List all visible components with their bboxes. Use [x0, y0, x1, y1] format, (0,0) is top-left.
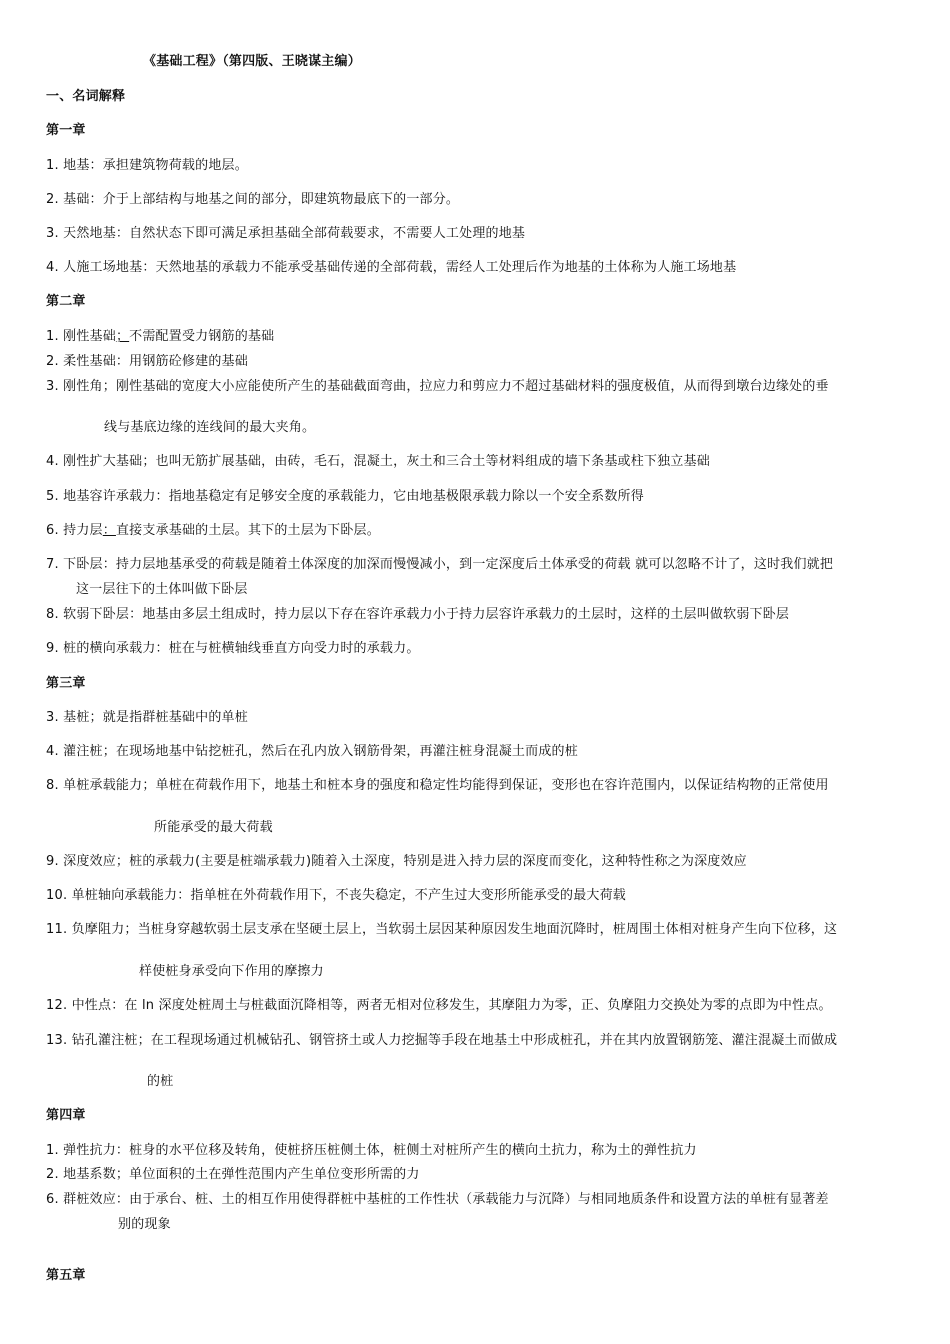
definition-continuation: 线与基底边缘的连线间的最大夹角。 [104, 420, 316, 435]
definition-continuation: 所能承受的最大荷载 [154, 820, 273, 835]
chapter-heading: 第三章 [46, 676, 86, 691]
underlined-separator: ： [102, 523, 116, 538]
definition-item: 2. 地基系数；单位面积的土在弹性范围内产生单位变形所需的力 [46, 1167, 420, 1182]
definition-item: 8. 单桩承载能力；单桩在荷载作用下，地基土和桩本身的强度和稳定性均能得到保证，变形也在容许范围内，以保证结构物的正常使用 [46, 778, 829, 793]
definition-item: 10. 单桩轴向承载能力：指单桩在外荷载作用下，不丧失稳定，不产生过大变形所能承受的最大荷载 [46, 888, 627, 903]
chapter-heading: 第四章 [46, 1108, 86, 1123]
definition-item [46, 328, 274, 346]
definition-item: 4. 人施工场地基：天然地基的承载力不能承受基础传递的全部荷载，需经人工处理后作为地基的土体称为人施工场地基 [46, 260, 737, 275]
definition-item [46, 522, 380, 540]
definition-item: 3. 基桩；就是指群桩基础中的单桩 [46, 710, 248, 725]
definition-item: 3. 天然地基：自然状态下即可满足承担基础全部荷载要求，不需要人工处理的地基 [46, 226, 526, 241]
definition-item: 5. 地基容许承载力：指地基稳定有足够安全度的承载能力，它由地基极限承载力除以一个安全系数所得 [46, 489, 644, 504]
definition-item: 7. 下卧层：持力层地基承受的荷载是随着土体深度的加深而慢慢减小，到一定深度后土体承受的荷载 就可以忽略不计了，这时我们就把 [46, 557, 834, 572]
definition-continuation: 样使桩身承受向下作用的摩擦力 [139, 964, 324, 979]
definition-item: 2. 柔性基础：用钢筋砼修建的基础 [46, 354, 248, 369]
definition-item: 3. 刚性角；刚性基础的宽度大小应能使所产生的基础截面弯曲，拉应力和剪应力不超过基础材料的强度极值，从而得到墩台边缘处的垂 [46, 379, 829, 394]
chapter-heading: 第五章 [46, 1268, 86, 1283]
section-heading: 一、名词解释 [46, 89, 126, 104]
definition-item: 12. 中性点：在 ln 深度处桩周土与桩截面沉降相等，两者无相对位移发生，其摩阻力为零，正、负摩阻力交换处为零的点即为中性点。 [46, 998, 832, 1013]
item-definition: 不需配置受力钢筋的基础 [129, 329, 275, 344]
document-title: 《基础工程》（第四版、王晓谋主编） [143, 54, 361, 69]
definition-item: 4. 灌注桩；在现场地基中钻挖桩孔，然后在孔内放入钢筋骨架，再灌注桩身混凝土而成的桩 [46, 744, 578, 759]
definition-continuation: 这一层往下的土体叫做下卧层 [76, 582, 248, 597]
definition-item: 8. 软弱下卧层：地基由多层土组成时，持力层以下存在容许承载力小于持力层容许承载力的土层时，这样的土层叫做软弱下卧层 [46, 607, 790, 622]
chapter-heading: 第一章 [46, 123, 86, 138]
definition-item: 1. 弹性抗力：桩身的水平位移及转角，使桩挤压桩侧土体，桩侧土对桩所产生的横向土抗力，称为土的弹性抗力 [46, 1143, 697, 1158]
definition-item: 2. 基础：介于上部结构与地基之间的部分，即建筑物最底下的一部分。 [46, 192, 460, 207]
underlined-separator: ； [115, 329, 130, 344]
definition-item: 9. 深度效应；桩的承载力(主要是桩端承载力)随着入土深度，特别是进入持力层的深度而变化，这种特性称之为深度效应 [46, 854, 747, 869]
definition-item: 6. 群桩效应：由于承台、桩、土的相互作用使得群桩中基桩的工作性状（承载能力与沉降）与相同地质条件和设置方法的单桩有显著差 [46, 1192, 829, 1207]
definition-continuation: 的桩 [147, 1074, 174, 1089]
chapter-heading: 第二章 [46, 294, 86, 309]
item-term: 6. 持力层 [46, 523, 103, 538]
definition-item: 4. 刚性扩大基础；也叫无筋扩展基础，由砖，毛石，混凝土，灰土和三合土等材料组成的墙下条基或柱下独立基础 [46, 454, 710, 469]
item-term: 1. 刚性基础 [46, 329, 116, 344]
definition-item: 13. 钻孔灌注桩；在工程现场通过机械钻孔、钢管挤土或人力挖掘等手段在地基土中形成桩孔，并在其内放置钢筋笼、灌注混凝土而做成 [46, 1033, 838, 1048]
definition-item: 11. 负摩阻力；当桩身穿越软弱土层支承在坚硬土层上，当软弱土层因某种原因发生地面沉降时，桩周围土体相对桩身产生向下位移，这 [46, 922, 838, 937]
definition-item: 9. 桩的横向承载力：桩在与桩横轴线垂直方向受力时的承载力。 [46, 641, 420, 656]
definition-continuation: 别的现象 [118, 1217, 171, 1232]
definition-item: 1. 地基：承担建筑物荷载的地层。 [46, 158, 248, 173]
item-definition: 直接支承基础的土层。其下的土层为下卧层。 [115, 523, 380, 538]
